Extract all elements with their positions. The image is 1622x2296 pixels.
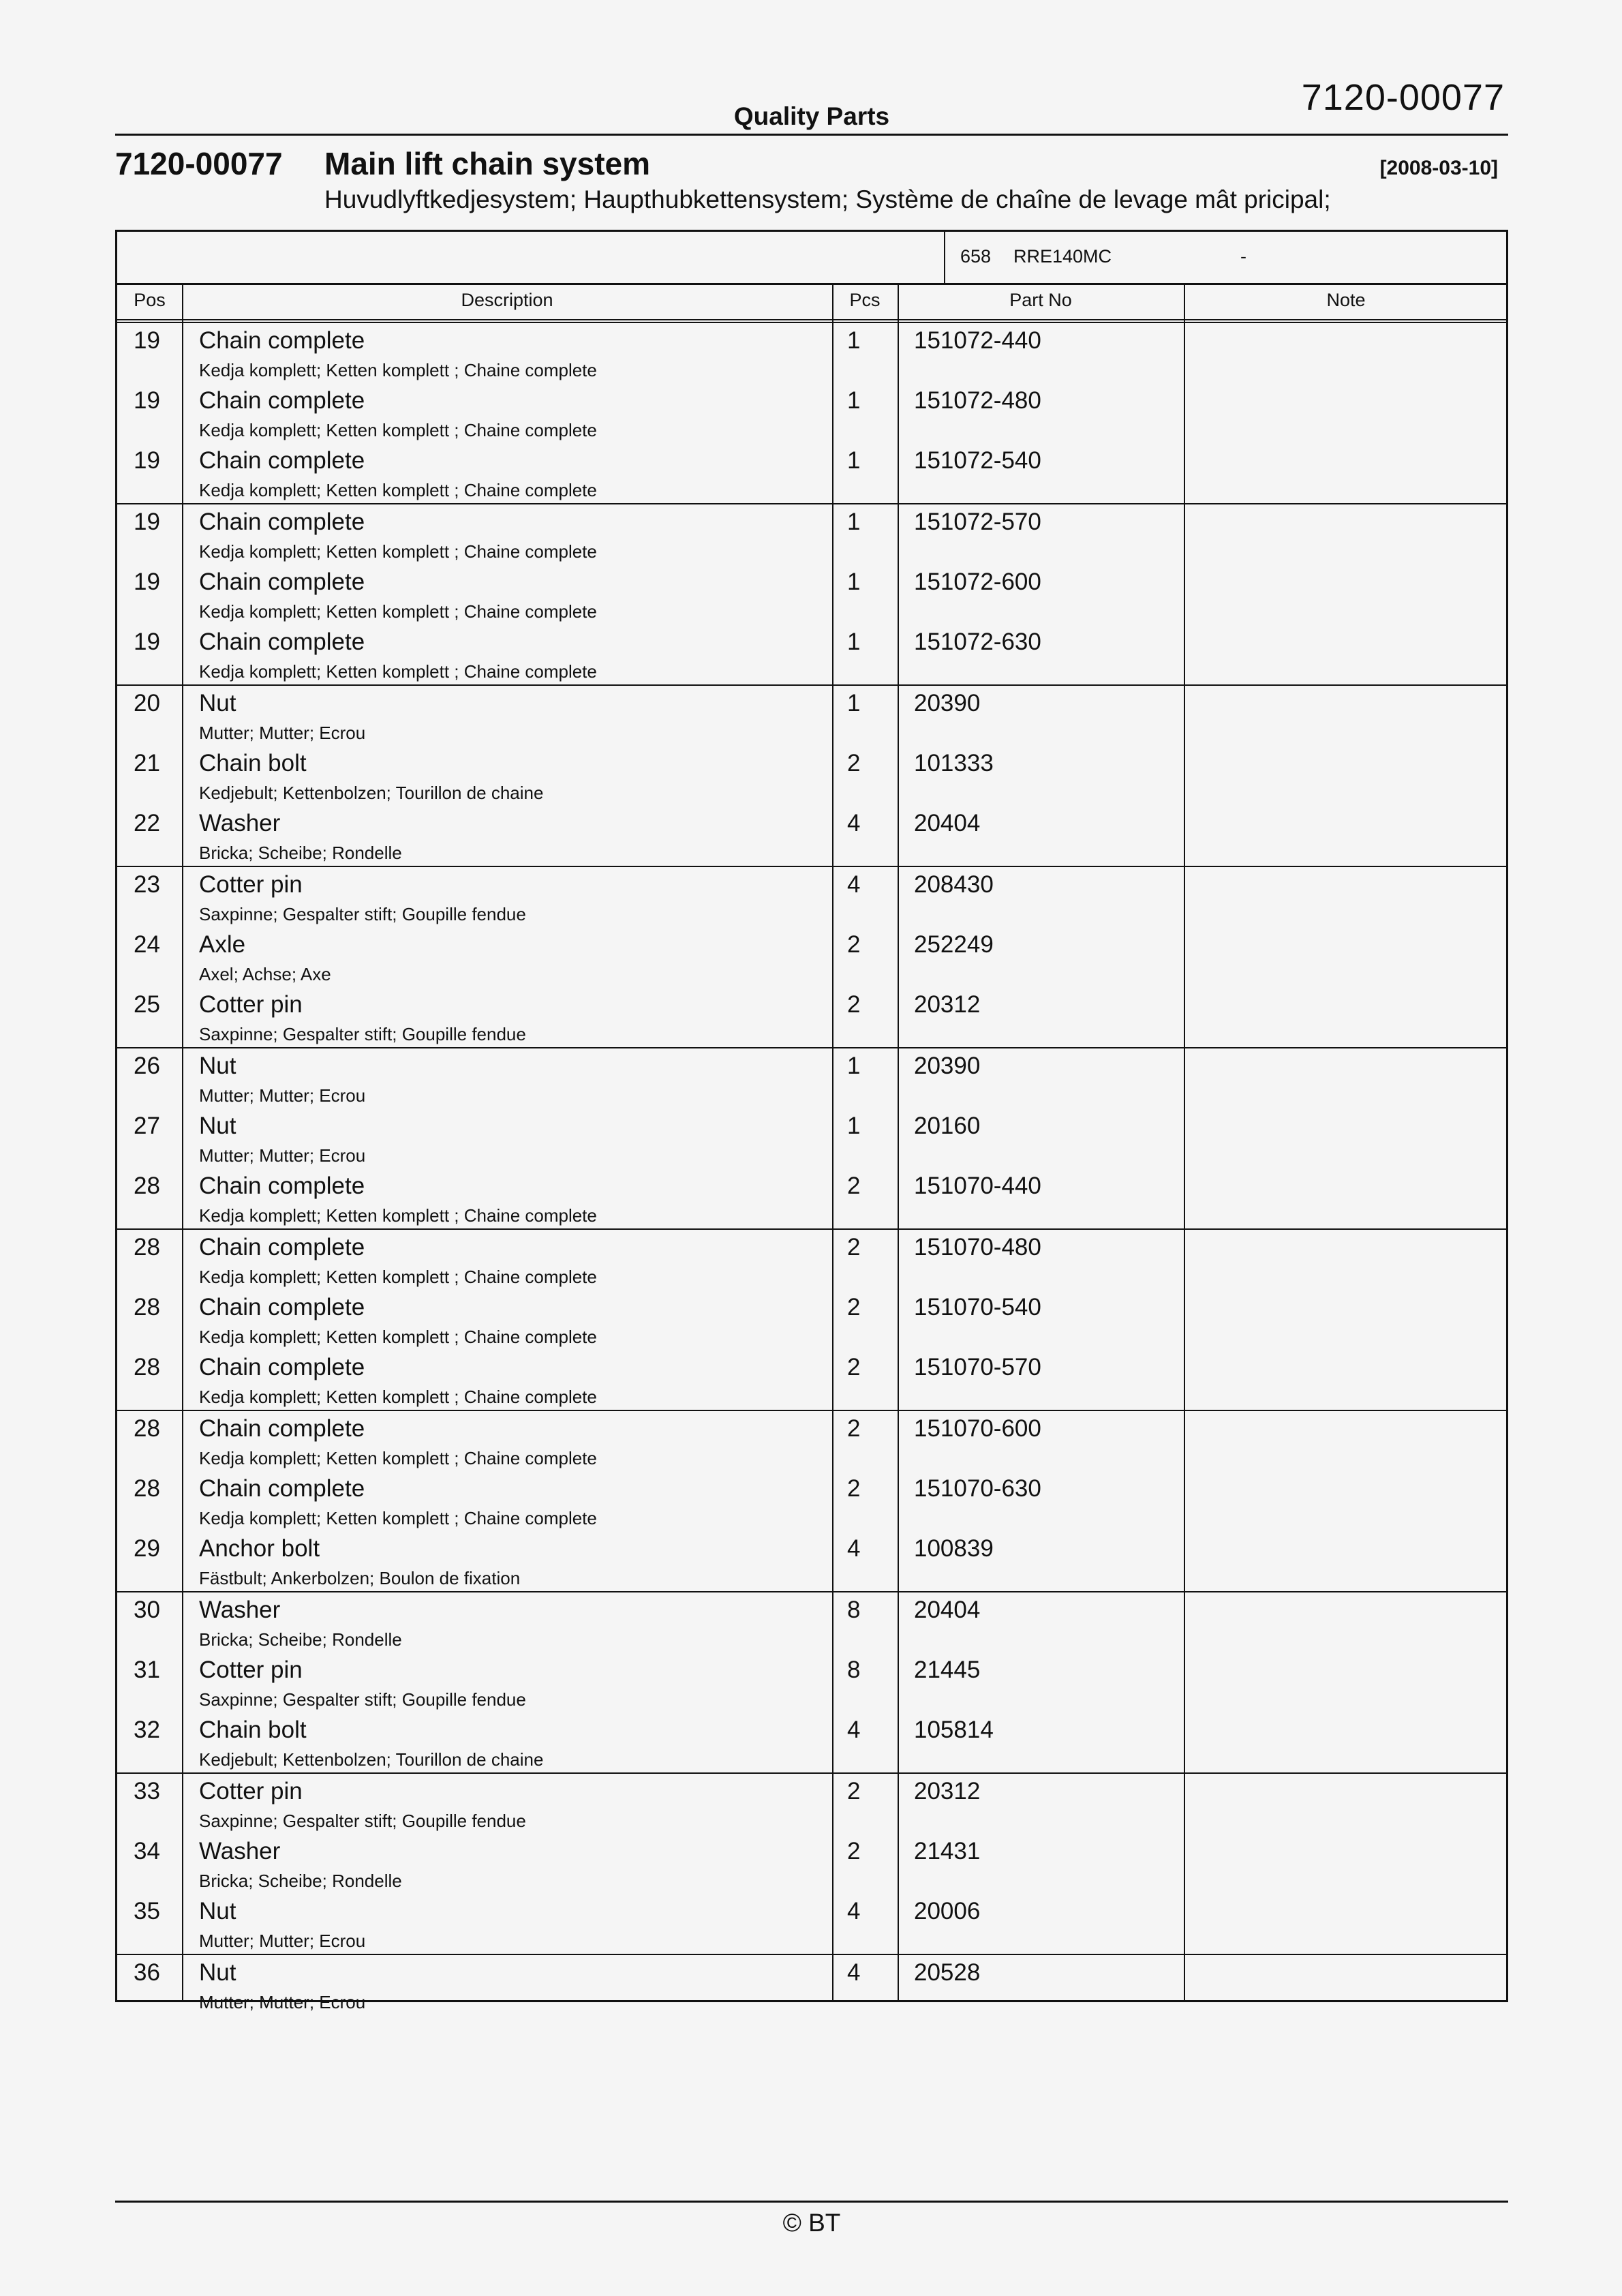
row-description: Chain complete [199, 509, 365, 535]
row-translation: Kedja komplett; Ketten komplett ; Chaine complete [199, 541, 597, 562]
row-pos: 25 [134, 991, 160, 1018]
row-description: Chain complete [199, 1354, 365, 1380]
table-row [117, 1712, 1506, 1772]
table-row [117, 624, 1506, 684]
row-part-no: 151072-480 [914, 387, 1041, 414]
row-description: Washer [199, 1597, 281, 1623]
row-pcs: 2 [847, 1294, 861, 1320]
parts-group [117, 504, 1506, 686]
row-description: Cotter pin [199, 1657, 303, 1683]
row-pos: 31 [134, 1657, 160, 1683]
page-header-section: Quality Parts [733, 102, 890, 130]
table-row [117, 443, 1506, 503]
row-description: Nut [199, 1113, 236, 1139]
parts-group [117, 867, 1506, 1048]
table-row [117, 1834, 1506, 1894]
row-description: Washer [199, 1838, 281, 1864]
row-part-no: 151072-540 [914, 447, 1041, 474]
row-part-no: 208430 [914, 871, 994, 898]
row-translation: Saxpinne; Gespalter stift; Goupille fendue [199, 1024, 526, 1044]
row-part-no: 20390 [914, 690, 981, 716]
model-name: RRE140MC [1013, 246, 1112, 267]
row-part-no: 20312 [914, 1778, 981, 1804]
row-part-no: 101333 [914, 750, 994, 776]
row-part-no: 20006 [914, 1898, 981, 1924]
table-row [117, 383, 1506, 443]
model-row [117, 232, 1506, 285]
row-translation: Fästbult; Ankerbolzen; Boulon de fixation [199, 1568, 521, 1588]
model-range: - [1240, 246, 1246, 267]
row-pos: 19 [134, 509, 160, 535]
row-pcs: 2 [847, 1778, 861, 1804]
row-part-no: 100839 [914, 1535, 994, 1562]
row-pcs: 1 [847, 690, 861, 716]
header-divider [115, 134, 1508, 136]
row-description: Chain complete [199, 387, 365, 414]
row-pcs: 1 [847, 569, 861, 595]
row-pos: 24 [134, 931, 160, 958]
row-pcs: 4 [847, 1959, 861, 1986]
row-pcs: 2 [847, 1173, 861, 1199]
row-translation: Kedja komplett; Ketten komplett ; Chaine complete [199, 1508, 597, 1528]
row-pos: 32 [134, 1717, 160, 1743]
column-header-row [117, 283, 1506, 323]
row-pos: 28 [134, 1475, 160, 1502]
row-translation: Mutter; Mutter; Ecrou [199, 1145, 366, 1166]
row-description: Cotter pin [199, 1778, 303, 1804]
row-part-no: 252249 [914, 931, 994, 958]
row-pos: 21 [134, 750, 160, 776]
row-translation: Kedja komplett; Ketten komplett ; Chaine complete [199, 1387, 597, 1407]
model-cell [944, 232, 1510, 283]
row-pos: 28 [134, 1415, 160, 1442]
row-description: Chain complete [199, 1475, 365, 1502]
row-part-no: 20404 [914, 810, 981, 836]
row-pcs: 1 [847, 629, 861, 655]
row-part-no: 151070-630 [914, 1475, 1041, 1502]
row-pcs: 1 [847, 1053, 861, 1079]
table-row [117, 1230, 1506, 1290]
parts-group [117, 1230, 1506, 1411]
table-row [117, 867, 1506, 927]
row-part-no: 20390 [914, 1053, 981, 1079]
row-pcs: 2 [847, 931, 861, 958]
table-row [117, 1531, 1506, 1591]
row-part-no: 20404 [914, 1597, 981, 1623]
parts-group [117, 1048, 1506, 1230]
table-row [117, 1471, 1506, 1531]
row-description: Chain complete [199, 569, 365, 595]
row-description: Chain complete [199, 1415, 365, 1442]
row-translation: Mutter; Mutter; Ecrou [199, 1931, 366, 1951]
row-pcs: 8 [847, 1597, 861, 1623]
row-pcs: 4 [847, 810, 861, 836]
row-pcs: 4 [847, 1535, 861, 1562]
row-description: Washer [199, 810, 281, 836]
table-row [117, 1955, 1506, 2015]
row-part-no: 151072-600 [914, 569, 1041, 595]
section-subtitle: Huvudlyftkedjesystem; Haupthubkettensystem; Système de chaîne de levage mât pricipal; [324, 185, 1331, 213]
row-description: Chain complete [199, 629, 365, 655]
row-pcs: 8 [847, 1657, 861, 1683]
row-translation: Kedja komplett; Ketten komplett ; Chaine complete [199, 661, 597, 682]
parts-group [117, 1774, 1506, 1955]
parts-group [117, 686, 1506, 867]
row-pos: 26 [134, 1053, 160, 1079]
row-part-no: 151072-570 [914, 509, 1041, 535]
row-description: Chain complete [199, 447, 365, 474]
row-translation: Kedja komplett; Ketten komplett ; Chaine complete [199, 1327, 597, 1347]
row-description: Cotter pin [199, 871, 303, 898]
row-pos: 19 [134, 569, 160, 595]
table-row [117, 927, 1506, 987]
row-translation: Kedja komplett; Ketten komplett ; Chaine complete [199, 360, 597, 380]
row-translation: Kedjebult; Kettenbolzen; Tourillon de chaine [199, 1749, 544, 1770]
row-part-no: 151072-440 [914, 327, 1041, 354]
table-row [117, 987, 1506, 1047]
row-pos: 29 [134, 1535, 160, 1562]
table-row [117, 1652, 1506, 1712]
row-pcs: 2 [847, 750, 861, 776]
column-header-pos: Pos [134, 290, 166, 310]
row-pos: 36 [134, 1959, 160, 1986]
row-part-no: 151070-600 [914, 1415, 1041, 1442]
row-pcs: 4 [847, 871, 861, 898]
row-description: Chain complete [199, 1234, 365, 1260]
row-description: Nut [199, 1053, 236, 1079]
table-row [117, 1411, 1506, 1471]
row-part-no: 21445 [914, 1657, 981, 1683]
row-translation: Bricka; Scheibe; Rondelle [199, 843, 402, 863]
row-translation: Bricka; Scheibe; Rondelle [199, 1871, 402, 1891]
row-part-no: 151070-440 [914, 1173, 1041, 1199]
row-pos: 19 [134, 447, 160, 474]
table-row [117, 746, 1506, 806]
section-title: Main lift chain system [324, 146, 651, 181]
parts-group [117, 1411, 1506, 1592]
row-part-no: 151070-480 [914, 1234, 1041, 1260]
row-translation: Mutter; Mutter; Ecrou [199, 1085, 366, 1106]
row-translation: Kedja komplett; Ketten komplett ; Chaine complete [199, 1448, 597, 1468]
row-pos: 19 [134, 327, 160, 354]
parts-group [117, 1955, 1506, 2015]
table-row [117, 1108, 1506, 1168]
table-row [117, 686, 1506, 746]
table-row [117, 1894, 1506, 1954]
row-translation: Mutter; Mutter; Ecrou [199, 723, 366, 743]
row-part-no: 21431 [914, 1838, 981, 1864]
row-pos: 34 [134, 1838, 160, 1864]
row-part-no: 20528 [914, 1959, 981, 1986]
column-header-note: Note [1326, 290, 1366, 310]
row-pos: 28 [134, 1234, 160, 1260]
row-description: Axle [199, 931, 246, 958]
row-pcs: 2 [847, 1354, 861, 1380]
footer-divider [115, 2201, 1508, 2203]
row-pcs: 2 [847, 1415, 861, 1442]
section-date: [2008-03-10] [1379, 157, 1498, 179]
table-row [117, 564, 1506, 624]
row-part-no: 151070-570 [914, 1354, 1041, 1380]
row-translation: Axel; Achse; Axe [199, 964, 331, 984]
row-translation: Mutter; Mutter; Ecrou [199, 1992, 366, 2012]
model-number: 658 [960, 246, 992, 267]
row-pos: 19 [134, 629, 160, 655]
table-row [117, 323, 1506, 383]
row-pos: 28 [134, 1354, 160, 1380]
table-row [117, 1592, 1506, 1652]
row-description: Chain complete [199, 1173, 365, 1199]
row-pcs: 1 [847, 387, 861, 414]
table-row [117, 1350, 1506, 1410]
row-pos: 27 [134, 1113, 160, 1139]
row-pcs: 4 [847, 1717, 861, 1743]
row-pcs: 1 [847, 509, 861, 535]
row-translation: Kedja komplett; Ketten komplett ; Chaine complete [199, 480, 597, 500]
row-description: Cotter pin [199, 991, 303, 1018]
row-description: Anchor bolt [199, 1535, 320, 1562]
row-pos: 23 [134, 871, 160, 898]
row-pcs: 2 [847, 1475, 861, 1502]
row-translation: Kedja komplett; Ketten komplett ; Chaine complete [199, 1267, 597, 1287]
row-translation: Kedja komplett; Ketten komplett ; Chaine complete [199, 1205, 597, 1226]
row-description: Chain complete [199, 327, 365, 354]
row-description: Nut [199, 1898, 236, 1924]
row-pcs: 2 [847, 991, 861, 1018]
row-description: Nut [199, 1959, 236, 1986]
row-pcs: 1 [847, 447, 861, 474]
column-header-pcs: Pcs [849, 290, 881, 310]
row-pos: 35 [134, 1898, 160, 1924]
row-pos: 19 [134, 387, 160, 414]
row-part-no: 151070-540 [914, 1294, 1041, 1320]
row-part-no: 20312 [914, 991, 981, 1018]
row-description: Chain bolt [199, 1717, 307, 1743]
row-translation: Saxpinne; Gespalter stift; Goupille fendue [199, 1811, 526, 1831]
row-pos: 33 [134, 1778, 160, 1804]
row-pos: 30 [134, 1597, 160, 1623]
row-translation: Saxpinne; Gespalter stift; Goupille fendue [199, 904, 526, 924]
row-description: Nut [199, 690, 236, 716]
row-translation: Kedja komplett; Ketten komplett ; Chaine complete [199, 601, 597, 622]
row-pcs: 2 [847, 1234, 861, 1260]
parts-group [117, 323, 1506, 504]
table-row [117, 504, 1506, 564]
table-row [117, 1168, 1506, 1228]
row-pcs: 4 [847, 1898, 861, 1924]
row-pos: 20 [134, 690, 160, 716]
row-pcs: 1 [847, 1113, 861, 1139]
row-description: Chain complete [199, 1294, 365, 1320]
table-row [117, 1048, 1506, 1108]
row-pos: 22 [134, 810, 160, 836]
table-row [117, 1290, 1506, 1350]
column-header-description: Description [461, 290, 553, 310]
table-row [117, 1774, 1506, 1834]
row-part-no: 105814 [914, 1717, 994, 1743]
footer-copyright: © BT [782, 2209, 841, 2237]
parts-group [117, 1592, 1506, 1774]
row-pcs: 2 [847, 1838, 861, 1864]
page-header-number: 7120-00077 [1301, 77, 1505, 118]
column-header-part-no: Part No [1009, 290, 1072, 310]
row-translation: Kedja komplett; Ketten komplett ; Chaine complete [199, 420, 597, 440]
row-description: Chain bolt [199, 750, 307, 776]
row-pcs: 1 [847, 327, 861, 354]
row-pos: 28 [134, 1173, 160, 1199]
row-translation: Kedjebult; Kettenbolzen; Tourillon de chaine [199, 783, 544, 803]
row-part-no: 151072-630 [914, 629, 1041, 655]
row-translation: Bricka; Scheibe; Rondelle [199, 1629, 402, 1650]
table-row [117, 806, 1506, 866]
row-pos: 28 [134, 1294, 160, 1320]
section-code: 7120-00077 [115, 146, 283, 181]
row-translation: Saxpinne; Gespalter stift; Goupille fendue [199, 1689, 526, 1710]
parts-table [115, 230, 1508, 2012]
row-part-no: 20160 [914, 1113, 981, 1139]
